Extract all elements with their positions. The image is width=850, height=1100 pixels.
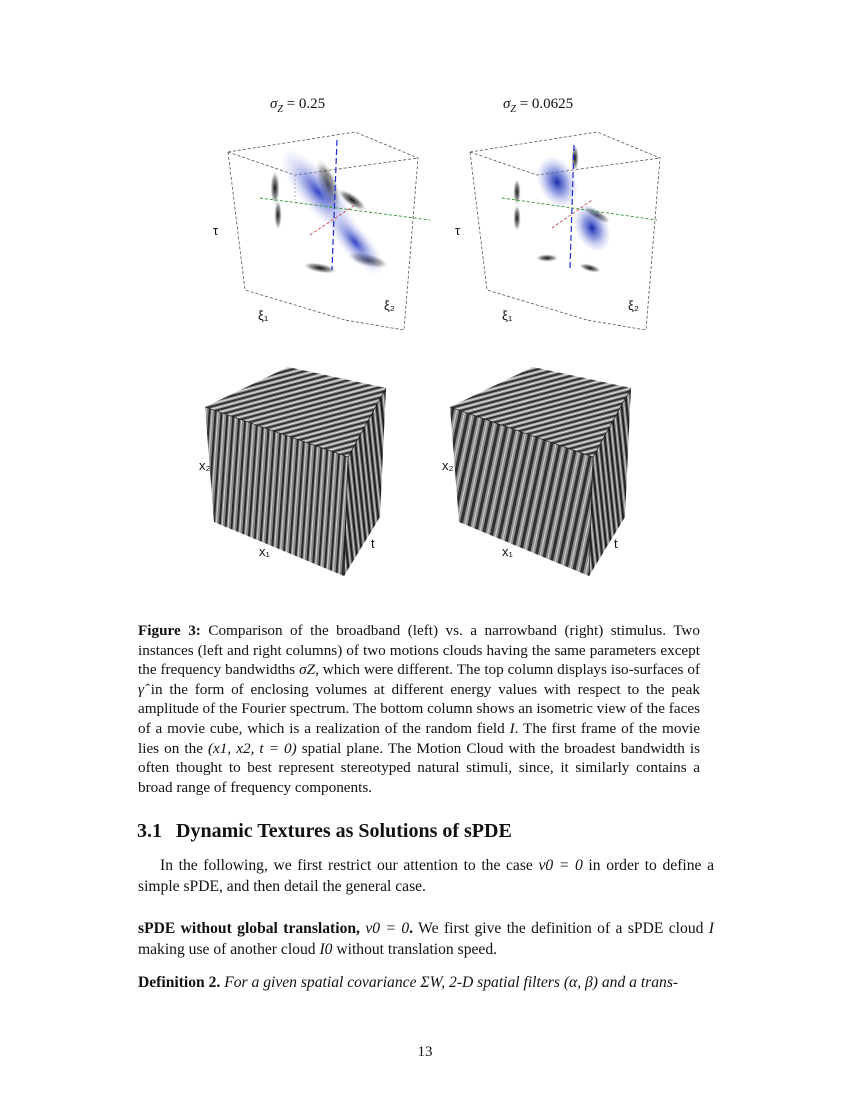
x2-label-right: x₂ bbox=[442, 458, 454, 473]
fourier-box-left bbox=[228, 132, 430, 330]
x1-label-left: x₁ bbox=[259, 544, 270, 559]
xi2-label-right: ξ₂ bbox=[628, 298, 639, 313]
paragraph-intro: In the following, we first restrict our attention to the case v0 = 0 in order to define a simple sPDE, and then detail the general case. bbox=[138, 857, 714, 895]
t-label-right: t bbox=[614, 536, 618, 551]
movie-cube-right bbox=[450, 367, 631, 576]
section-heading: 3.1 Dynamic Textures as Solutions of sPDE bbox=[137, 820, 512, 842]
x1-label-right: x₁ bbox=[502, 544, 513, 559]
tau-label-left: τ bbox=[213, 223, 219, 238]
definition-2: Definition 2. For a given spatial covariance ΣW, 2-D spatial filters (α, β) and a trans- bbox=[138, 974, 679, 991]
x2-label-left: x₂ bbox=[199, 458, 211, 473]
sigma-label-left: $\sigma_Z = 0.25$ bbox=[270, 96, 326, 115]
t-label-left: t bbox=[371, 536, 375, 551]
sigma-label-right: $\sigma_Z = 0.0625$ bbox=[503, 96, 574, 115]
tau-label-right: τ bbox=[455, 223, 461, 238]
xi2-label-left: ξ₂ bbox=[384, 298, 395, 313]
page-number: 13 bbox=[417, 1044, 433, 1060]
xi1-label-right: ξ₁ bbox=[502, 308, 513, 323]
xi1-label-left: ξ₁ bbox=[258, 308, 269, 323]
movie-cube-left bbox=[205, 367, 386, 576]
caption-label: Figure 3: bbox=[138, 622, 201, 639]
paragraph-spde-no-translation: sPDE without global translation, v0 = 0. We first give the definition of a sPDE cloud I making use of another cloud I0 without translation speed. bbox=[138, 920, 714, 958]
figure-caption: Figure 3: Comparison of the broadband (left) vs. a narrowband (right) stimulus. Two instances (left and right columns) of two motions clouds having the same parameters except the frequency bandwidths σZ, which were different. The top column displays iso-surfaces of γ̂ in the form of enclosing volumes at different energy values with respect to the peak amplitude of the Fourier spectrum. The bottom column shows an isometric view of the faces of a movie cube, which is a realization of the random field I. The first frame of the movie lies on the (x1, x2, t = 0) spatial plane. The Motion Cloud with the broadest bandwidth is often thought to best represent stereotyped natural stimuli, since, it similarly contains a broad range of frequency components. bbox=[138, 622, 701, 796]
fourier-isosurface-panels bbox=[190, 120, 670, 340]
movie-cube-panels bbox=[200, 362, 670, 582]
